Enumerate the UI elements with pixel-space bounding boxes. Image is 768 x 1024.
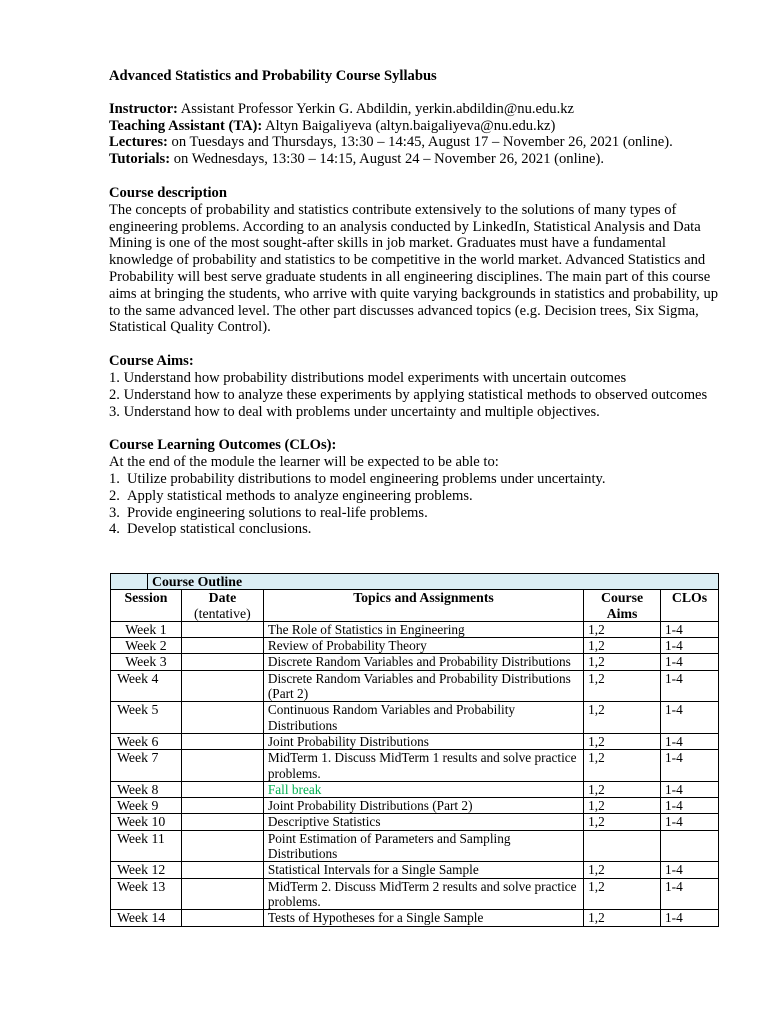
table-row	[111, 781, 719, 797]
table-row	[111, 750, 719, 782]
session-cell: Week 5	[111, 702, 182, 734]
aims-heading: Course Aims:	[109, 353, 194, 370]
table-row	[111, 910, 719, 926]
topic-cell: Point Estimation of Parameters and Sampling Distributions	[263, 830, 583, 862]
topic-cell: The Role of Statistics in Engineering	[263, 621, 583, 637]
clo-text: Apply statistical methods to analyze engineering problems.	[127, 487, 473, 504]
header-date-text: Date	[208, 590, 237, 606]
header-session-text: Session	[124, 590, 168, 606]
clos-cell: 1-4	[661, 781, 719, 797]
session-cell: Week 12	[111, 862, 182, 878]
course-aims-cell: 1,2	[584, 910, 661, 926]
date-cell	[181, 910, 263, 926]
course-aims-cell: 1,2	[584, 878, 661, 910]
header-clos-text: CLOs	[671, 590, 708, 606]
instructor-label: Instructor:	[109, 100, 178, 117]
date-cell	[181, 781, 263, 797]
date-cell	[181, 814, 263, 830]
course-aims-cell: 1,2	[584, 814, 661, 830]
clos-cell: 1-4	[661, 910, 719, 926]
table-row	[111, 654, 719, 670]
header-date	[181, 590, 263, 622]
table-row	[111, 621, 719, 637]
clo-number: 1.	[109, 470, 120, 487]
clo-item	[109, 505, 721, 522]
clo-item	[109, 521, 721, 538]
date-cell	[181, 862, 263, 878]
instructor-line	[109, 101, 721, 118]
clos-cell: 1-4	[661, 638, 719, 654]
date-cell	[181, 702, 263, 734]
topic-cell: Review of Probability Theory	[263, 638, 583, 654]
clos-cell: 1-4	[661, 814, 719, 830]
header-course-aims	[584, 590, 661, 622]
clo-item	[109, 488, 721, 505]
session-cell: Week 9	[111, 798, 182, 814]
clo-number: 4.	[109, 521, 120, 538]
course-aims-cell: 1,2	[584, 621, 661, 637]
table-row	[111, 702, 719, 734]
session-cell: Week 14	[111, 910, 182, 926]
date-cell	[181, 798, 263, 814]
course-aims-cell	[584, 830, 661, 862]
course-aims-cell: 1,2	[584, 750, 661, 782]
table-row	[111, 814, 719, 830]
session-cell: Week 3	[111, 654, 182, 670]
table-row	[111, 798, 719, 814]
aim-item: 3. Understand how to deal with problems under uncertainty and multiple objectives.	[109, 403, 600, 420]
clo-text: Develop statistical conclusions.	[127, 521, 312, 538]
date-cell	[181, 670, 263, 702]
course-aims-cell: 1,2	[584, 798, 661, 814]
tutorials-line	[109, 151, 721, 168]
topic-cell: Descriptive Statistics	[263, 814, 583, 830]
header-clos	[661, 590, 719, 622]
date-cell	[181, 750, 263, 782]
session-cell: Week 13	[111, 878, 182, 910]
header-course-aims-text: Course Aims	[600, 590, 644, 621]
table-row	[111, 862, 719, 878]
ta-label: Teaching Assistant (TA):	[109, 117, 263, 134]
date-cell	[181, 654, 263, 670]
topic-cell: Fall break	[263, 781, 583, 797]
session-cell: Week 1	[111, 621, 182, 637]
outline-band-cell	[111, 574, 719, 590]
header-session	[111, 590, 182, 622]
clos-cell: 1-4	[661, 654, 719, 670]
description-heading: Course description	[109, 184, 227, 201]
topic-cell: Continuous Random Variables and Probability Distributions	[263, 702, 583, 734]
course-aims-cell: 1,2	[584, 862, 661, 878]
course-aims-cell: 1,2	[584, 733, 661, 749]
clos-cell: 1-4	[661, 733, 719, 749]
clos-cell: 1-4	[661, 878, 719, 910]
aim-item: 1. Understand how probability distributions model experiments with uncertain outcomes	[109, 369, 627, 386]
course-aims-cell: 1,2	[584, 654, 661, 670]
band-blank-cell	[111, 574, 148, 589]
syllabus-page	[109, 68, 721, 538]
date-cell	[181, 830, 263, 862]
table-row	[111, 670, 719, 702]
outline-band-label: Course Outline	[152, 574, 243, 589]
clos-cell: 1-4	[661, 670, 719, 702]
clos-heading: Course Learning Outcomes (CLOs):	[109, 437, 337, 454]
topic-cell: MidTerm 2. Discuss MidTerm 2 results and solve practice problems.	[263, 878, 583, 910]
lectures-value: on Tuesdays and Thursdays, 13:30 – 14:45, August 17 – November 26, 2021 (online).	[167, 134, 673, 151]
course-aims-cell: 1,2	[584, 781, 661, 797]
ta-value: Altyn Baigaliyeva (altyn.baigaliyeva@nu.edu.kz)	[262, 117, 556, 134]
date-cell	[181, 878, 263, 910]
outline-band-inner	[111, 574, 718, 589]
clo-text: Provide engineering solutions to real-life problems.	[127, 504, 428, 521]
topic-cell: Joint Probability Distributions	[263, 733, 583, 749]
aim-item: 2. Understand how to analyze these experiments by applying statistical methods to observed outcomes	[109, 386, 708, 403]
topic-cell: MidTerm 1. Discuss MidTerm 1 results and solve practice problems.	[263, 750, 583, 782]
clos-cell: 1-4	[661, 621, 719, 637]
lectures-line	[109, 134, 721, 151]
tutorials-value: on Wednesdays, 13:30 – 14:15, August 24 – November 26, 2021 (online).	[170, 151, 604, 168]
topic-cell: Tests of Hypotheses for a Single Sample	[263, 910, 583, 926]
topic-cell: Discrete Random Variables and Probability Distributions	[263, 654, 583, 670]
session-cell: Week 6	[111, 733, 182, 749]
clos-cell: 1-4	[661, 750, 719, 782]
instructor-value: Assistant Professor Yerkin G. Abdildin, yerkin.abdildin@nu.edu.kz	[177, 100, 575, 117]
session-cell: Week 2	[111, 638, 182, 654]
clos-intro: At the end of the module the learner will be expected to be able to:	[109, 454, 499, 471]
ta-line	[109, 118, 721, 135]
outline-band	[111, 574, 719, 590]
course-aims-cell: 1,2	[584, 702, 661, 734]
date-cell	[181, 621, 263, 637]
clos-cell: 1-4	[661, 702, 719, 734]
table-row	[111, 638, 719, 654]
header-date-sub: (tentative)	[194, 605, 251, 621]
session-cell: Week 8	[111, 781, 182, 797]
clos-cell: 1-4	[661, 798, 719, 814]
date-cell	[181, 733, 263, 749]
clo-text: Utilize probability distributions to model engineering problems under uncertainty.	[127, 470, 606, 487]
topic-cell: Joint Probability Distributions (Part 2)	[263, 798, 583, 814]
page-title: Advanced Statistics and Probability Course Syllabus	[109, 68, 437, 84]
course-outline-body	[111, 574, 719, 927]
clos-cell	[661, 830, 719, 862]
course-outline-table	[110, 573, 719, 927]
course-aims-cell: 1,2	[584, 670, 661, 702]
table-row	[111, 878, 719, 910]
session-cell: Week 7	[111, 750, 182, 782]
header-topics	[263, 590, 583, 622]
lectures-label: Lectures:	[109, 134, 168, 151]
topic-cell: Statistical Intervals for a Single Sample	[263, 862, 583, 878]
course-aims-cell: 1,2	[584, 638, 661, 654]
tutorials-label: Tutorials:	[109, 151, 171, 168]
description-text: The concepts of probability and statistics contribute extensively to the solutions of many types of engineering problems. According to an analysis conducted by LinkedIn, Statistical Analysis and Data Mining is one of the most sought-after skills in job market. Graduates must have a fundamental knowledge of probability and statistics to be competitive in the world market. Advanced Statistics and Probability will best serve graduate students in all engineering disciplines. The main part of this course aims at bringing the students, who arrive with quite varying backgrounds in statistics and probability, up to the same advanced level. The other part discusses advanced topics (e.g. Decision trees, Six Sigma, Statistical Quality Control).	[109, 201, 719, 336]
session-cell: Week 4	[111, 670, 182, 702]
session-cell: Week 11	[111, 830, 182, 862]
clo-number: 3.	[109, 504, 120, 521]
date-cell	[181, 638, 263, 654]
session-cell: Week 10	[111, 814, 182, 830]
clo-item	[109, 471, 721, 488]
table-row	[111, 733, 719, 749]
outline-header-row	[111, 590, 719, 622]
clo-number: 2.	[109, 487, 120, 504]
header-topics-text: Topics and Assignments	[353, 590, 494, 606]
clos-cell: 1-4	[661, 862, 719, 878]
topic-cell: Discrete Random Variables and Probability Distributions (Part 2)	[263, 670, 583, 702]
table-row	[111, 830, 719, 862]
